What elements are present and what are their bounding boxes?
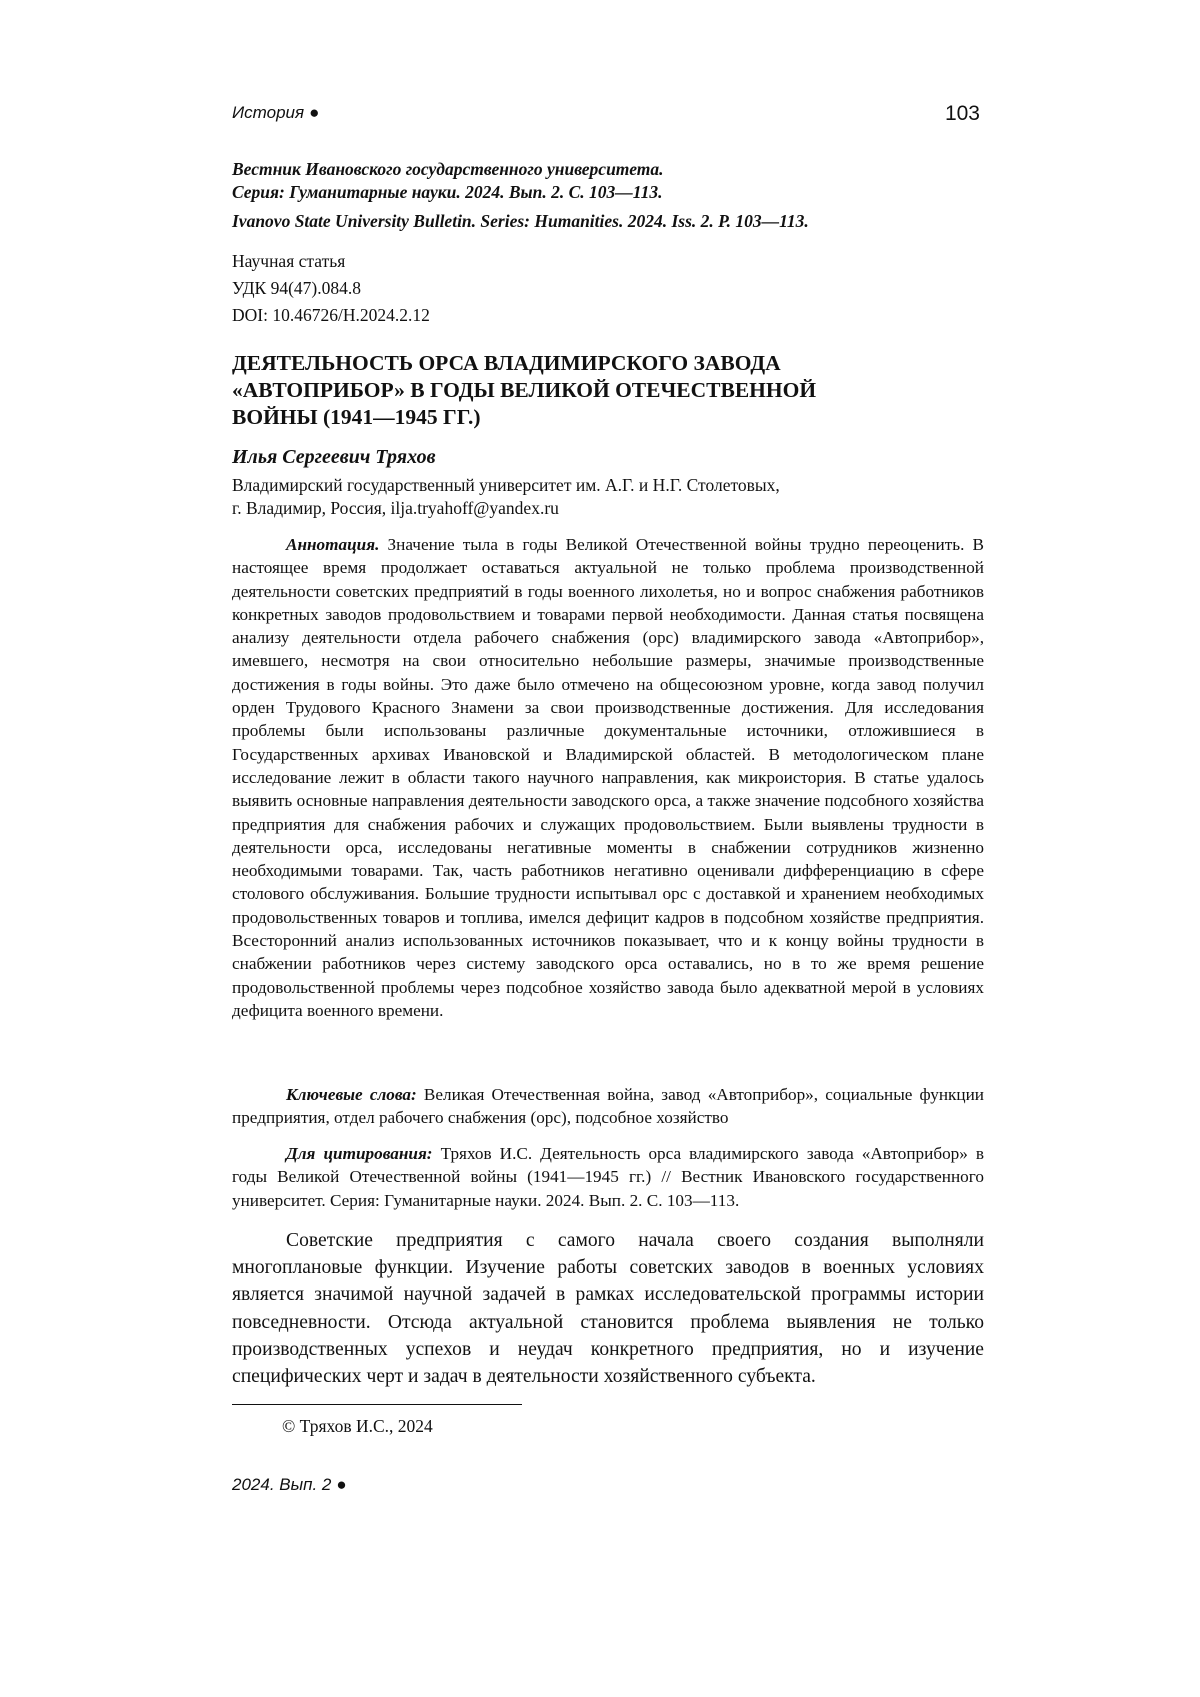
affiliation-line-1: Владимирский государственный университет им. А.Г. и Н.Г. Столетовых,: [232, 474, 780, 497]
citation: [232, 1142, 984, 1212]
journal-line-2: Серия: Гуманитарные науки. 2024. Вып. 2. С. 103—113.: [232, 181, 663, 204]
citation-text: Тряхов И.С. Деятельность орса владимирского завода «Автоприбор» в годы Великой Отечественной войны (1941—1945 гг.) // Вестник Ивановского государственного университет. Серия: Гуманитарные науки. 2024. Вып. 2. С. 103—113.: [232, 1144, 984, 1210]
author-name: Илья Сергеевич Тряхов: [232, 446, 436, 469]
copyright-note: © Тряхов И.С., 2024: [282, 1416, 433, 1437]
affiliation-line-2: г. Владимир, Россия, ilja.tryahoff@yandex.ru: [232, 497, 780, 520]
abstract: [232, 533, 984, 1022]
title-line-1: ДЕЯТЕЛЬНОСТЬ ОРСА ВЛАДИМИРСКОГО ЗАВОДА: [232, 350, 984, 377]
author-affiliation: [232, 474, 780, 520]
journal-line-1: Вестник Ивановского государственного университета.: [232, 158, 663, 181]
footer-bullet-icon: ●: [336, 1475, 346, 1494]
title-line-2: «АВТОПРИБОР» В ГОДЫ ВЕЛИКОЙ ОТЕЧЕСТВЕННОЙ: [232, 377, 984, 404]
page-footer: [232, 1475, 347, 1495]
journal-citation-en: Ivanovo State University Bulletin. Series: Humanities. 2024. Iss. 2. P. 103—113.: [232, 211, 809, 232]
abstract-label: Аннотация.: [286, 535, 379, 554]
udc-code: УДК 94(47).084.8: [232, 275, 430, 302]
abstract-text: Значение тыла в годы Великой Отечественной войны трудно переоценить. В настоящее время продолжает оставаться актуальной не только проблема производственной деятельности советских предприятий в годы военного лихолетья, но и вопрос снабжения работников конкретных заводов продовольствием и товарами первой необходимости. Данная статья посвящена анализу деятельности отдела рабочего снабжения (орс) владимирского завода «Автоприбор», имевшего, несмотря на свои относительно небольшие размеры, значимые производственные достижения в годы войны. Это даже было отмечено на общесоюзном уровне, когда завод получил орден Трудового Красного Знамени за свои производственные достижения. Для исследования проблемы были использованы различные документальные источники, отложившиеся в Государственных архивах Ивановской и Владимирской областей. В методологическом плане исследование лежит в области такого научного направления, как микроистория. В статье удалось выявить основные направления деятельности заводского орса, а также значение подсобного хозяйства предприятия для снабжения рабочих и служащих продовольствием. Были выявлены трудности в деятельности орса, исследованы негативные моменты в снабжении сотрудников жизненно необходимыми товарами. Так, часть работников негативно оценивали дифференциацию в сфере столового обслуживания. Большие трудности испытывал орс с доставкой и хранением необходимых продовольственных товаров и топлива, имелся дефицит кадров в подсобном хозяйстве предприятия. Всесторонний анализ использованных источников показывает, что и к концу войны трудности в снабжении работников через систему заводского орса оставались, но в то же время решение продовольственной проблемы через подсобное хозяйство завода было адекватной мерой в условиях дефицита военного времени.: [232, 535, 984, 1020]
issue-label: 2024. Вып. 2: [232, 1475, 331, 1494]
keywords: [232, 1083, 984, 1130]
keywords-label: Ключевые слова:: [286, 1085, 417, 1104]
article-title: [232, 350, 984, 431]
article-type: Научная статья: [232, 248, 430, 275]
body-paragraph: Советские предприятия с самого начала своего создания выполняли многоплановые функции. Изучение работы советских заводов в военных условиях является значимой научной задачей в рамках исследовательской программы истории повседневности. Отсюда актуальной становится проблема выявления не только производственных успехов и неудач конкретного предприятия, но и изучение специфических черт и задач в деятельности хозяйственного субъекта.: [232, 1227, 984, 1390]
title-line-3: ВОЙНЫ (1941—1945 ГГ.): [232, 404, 984, 431]
article-meta: [232, 248, 430, 329]
page-number: 103: [945, 102, 980, 126]
citation-label: Для цитирования:: [286, 1144, 433, 1163]
running-head: [232, 103, 319, 123]
journal-citation-ru: [232, 158, 663, 204]
bullet-icon: ●: [309, 103, 319, 122]
section-name: История: [232, 103, 304, 122]
doi[interactable]: DOI: 10.46726/H.2024.2.12: [232, 302, 430, 329]
keywords-text: Великая Отечественная война, завод «Автоприбор», социальные функции предприятия, отдел рабочего снабжения (орс), подсобное хозяйство: [232, 1085, 984, 1127]
footnote-divider: [232, 1404, 522, 1405]
